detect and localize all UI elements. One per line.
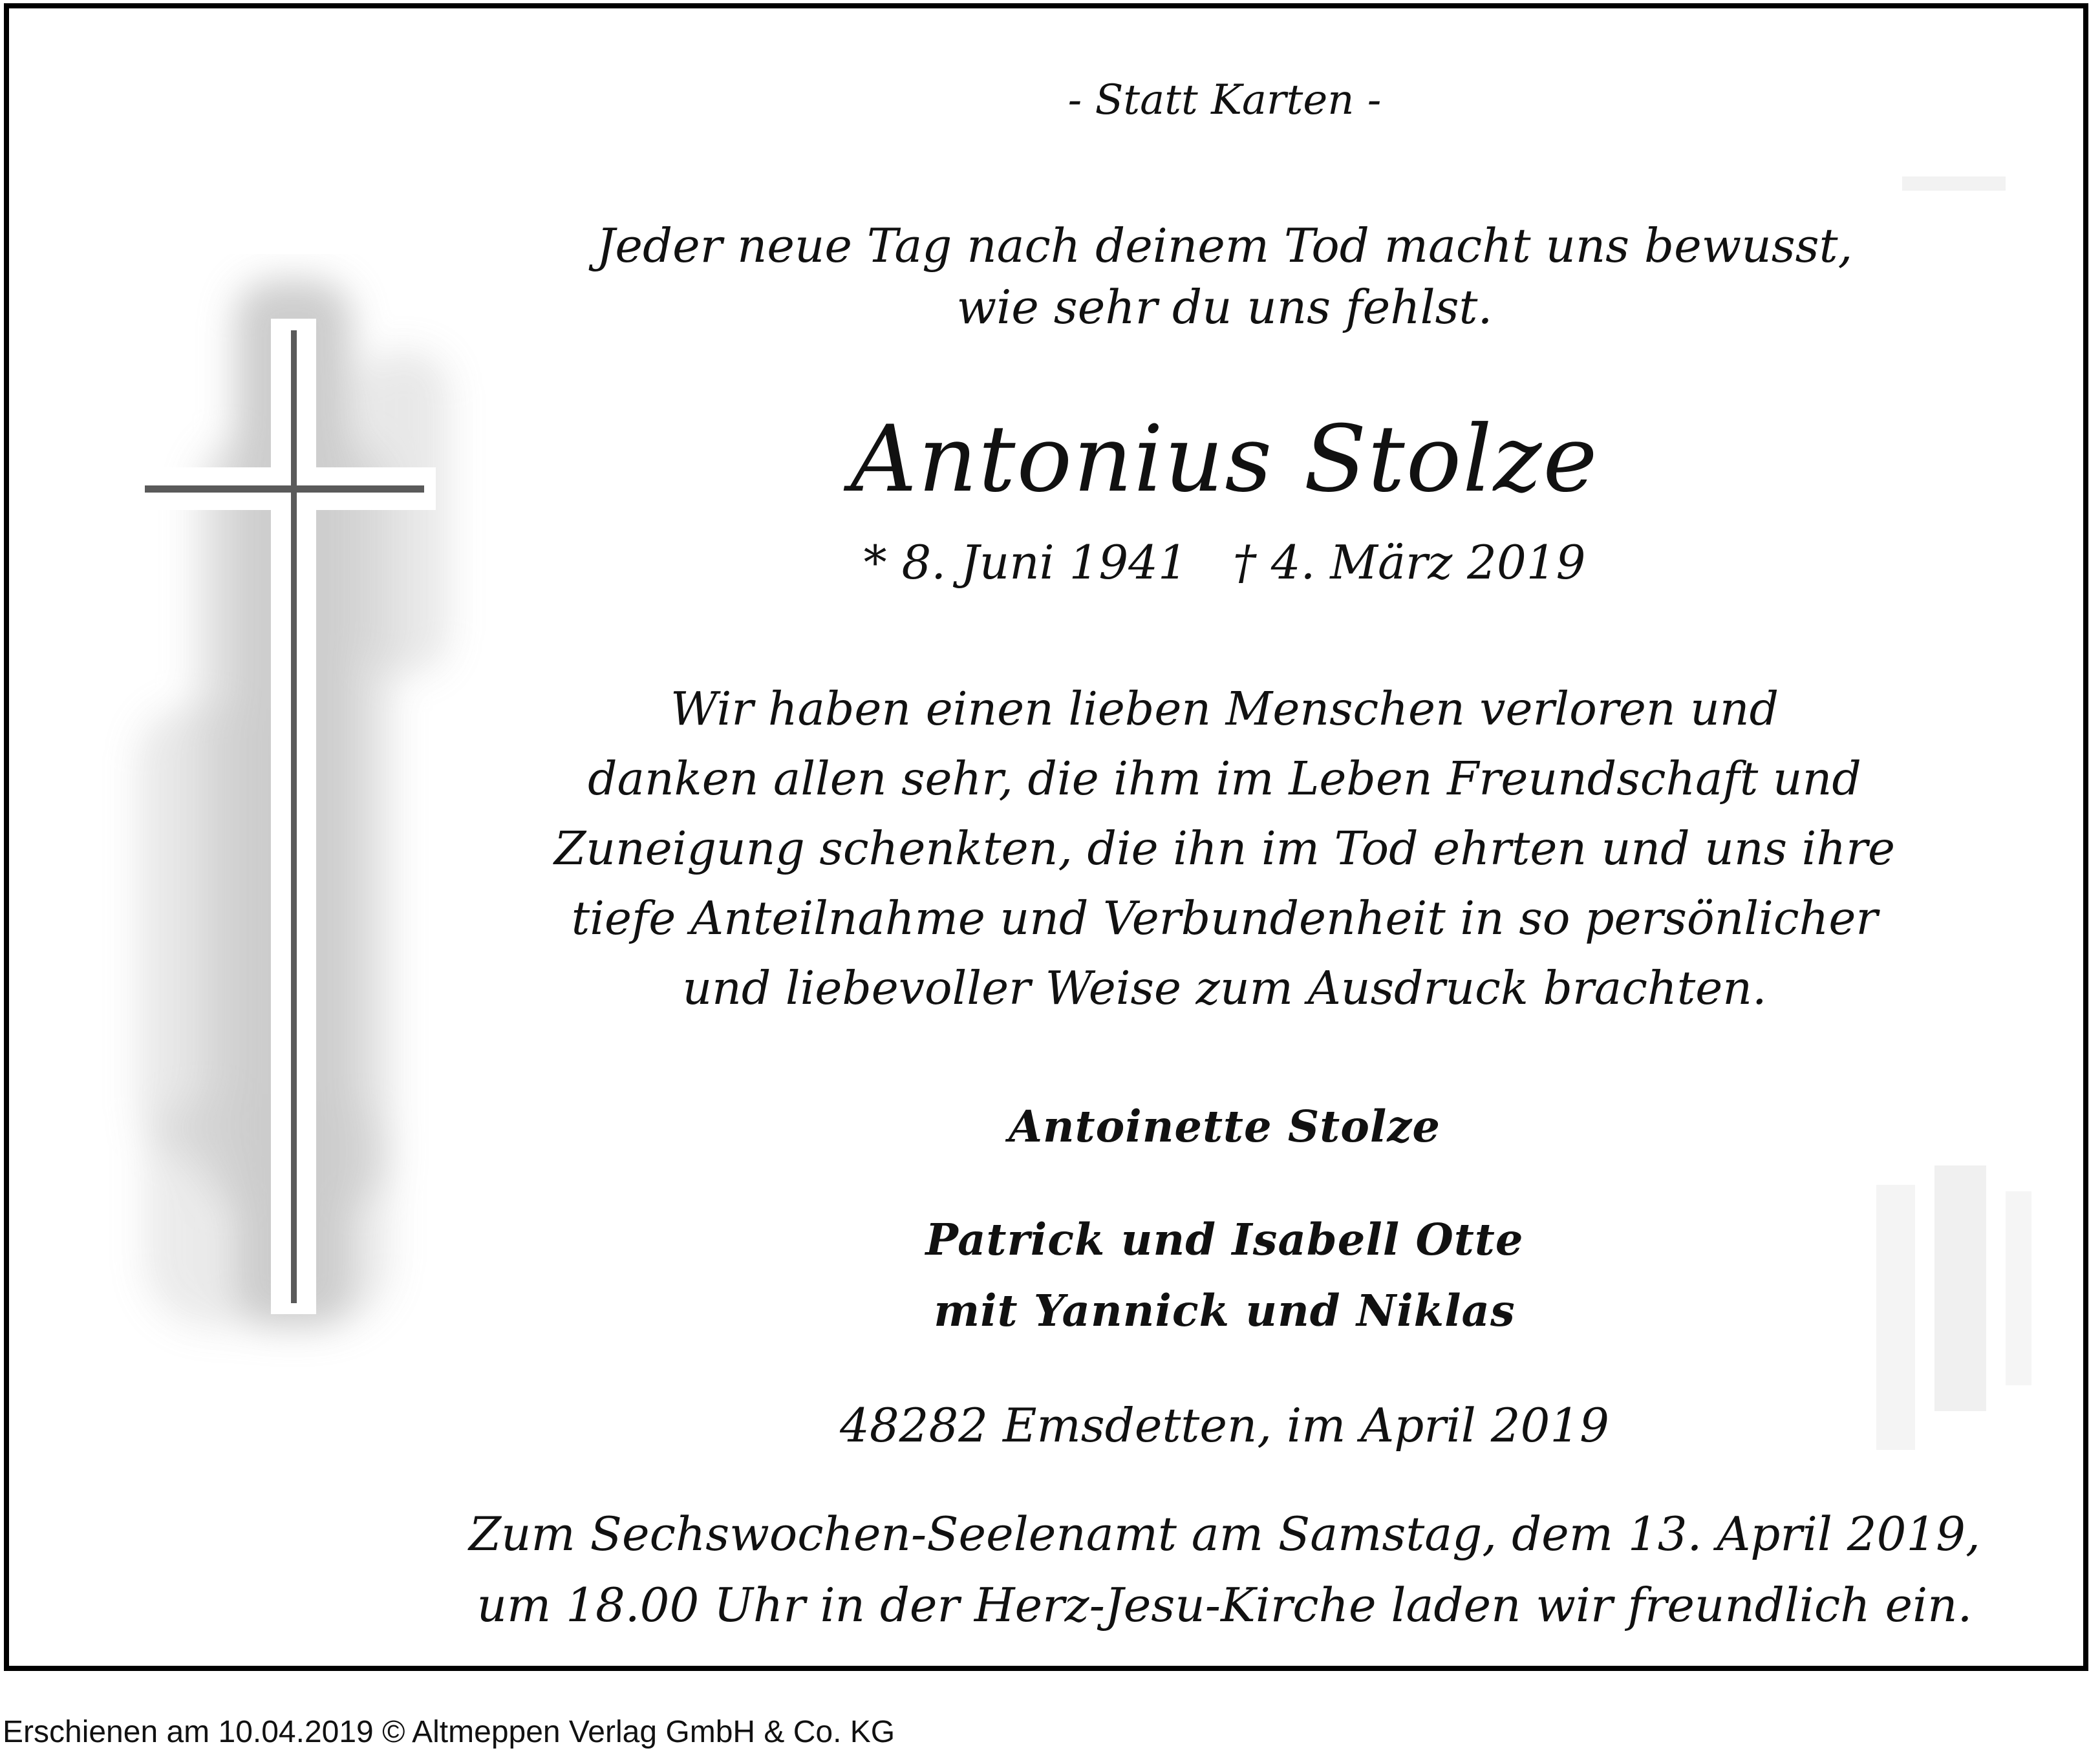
invitation-line: um 18.00 Uhr in der Herz-Jesu-Kirche laden wir freundlich ein. bbox=[477, 1578, 1973, 1632]
death-date: † 4. März 2019 bbox=[1232, 535, 1586, 590]
family-group bbox=[410, 1204, 2039, 1346]
thanks-line: Zuneigung schenkten, die ihn im Tod ehrten und uns ihre bbox=[553, 822, 1896, 875]
invitation-line: Zum Sechswochen-Seelenamt am Samstag, dem 13. April 2019, bbox=[469, 1507, 1980, 1561]
death-notice bbox=[4, 3, 2088, 1671]
thanks-text bbox=[410, 674, 2039, 1023]
life-dates bbox=[410, 535, 2039, 590]
statt-karten-header: - Statt Karten - bbox=[1067, 76, 1382, 124]
family-member: Patrick und Isabell Otte bbox=[925, 1214, 1524, 1265]
deceased-name: Antonius Stolze bbox=[850, 406, 1599, 513]
family-member: Antoinette Stolze bbox=[1008, 1101, 1441, 1152]
thanks-line: danken allen sehr, die ihm im Leben Freundschaft und bbox=[588, 752, 1861, 805]
verse-line: Jeder neue Tag nach deinem Tod macht uns bewusst, bbox=[596, 218, 1853, 273]
publication-credit: Erschienen am 10.04.2019 © Altmeppen Verlag GmbH & Co. KG bbox=[3, 1715, 895, 1749]
thanks-line: Wir haben einen lieben Menschen verloren und bbox=[670, 682, 1779, 736]
family-member: mit Yannick und Niklas bbox=[934, 1285, 1516, 1336]
thanks-line: und liebevoller Weise zum Ausdruck brachten. bbox=[682, 961, 1767, 1015]
verse-line: wie sehr du uns fehlst. bbox=[956, 280, 1493, 334]
birth-date: * 8. Juni 1941 bbox=[863, 535, 1188, 590]
thanks-line: tiefe Anteilnahme und Verbundenheit in so persönlicher bbox=[571, 891, 1878, 945]
verse bbox=[410, 215, 2039, 338]
invitation bbox=[410, 1498, 2039, 1641]
place-date: 48282 Emsdetten, im April 2019 bbox=[840, 1398, 1609, 1452]
